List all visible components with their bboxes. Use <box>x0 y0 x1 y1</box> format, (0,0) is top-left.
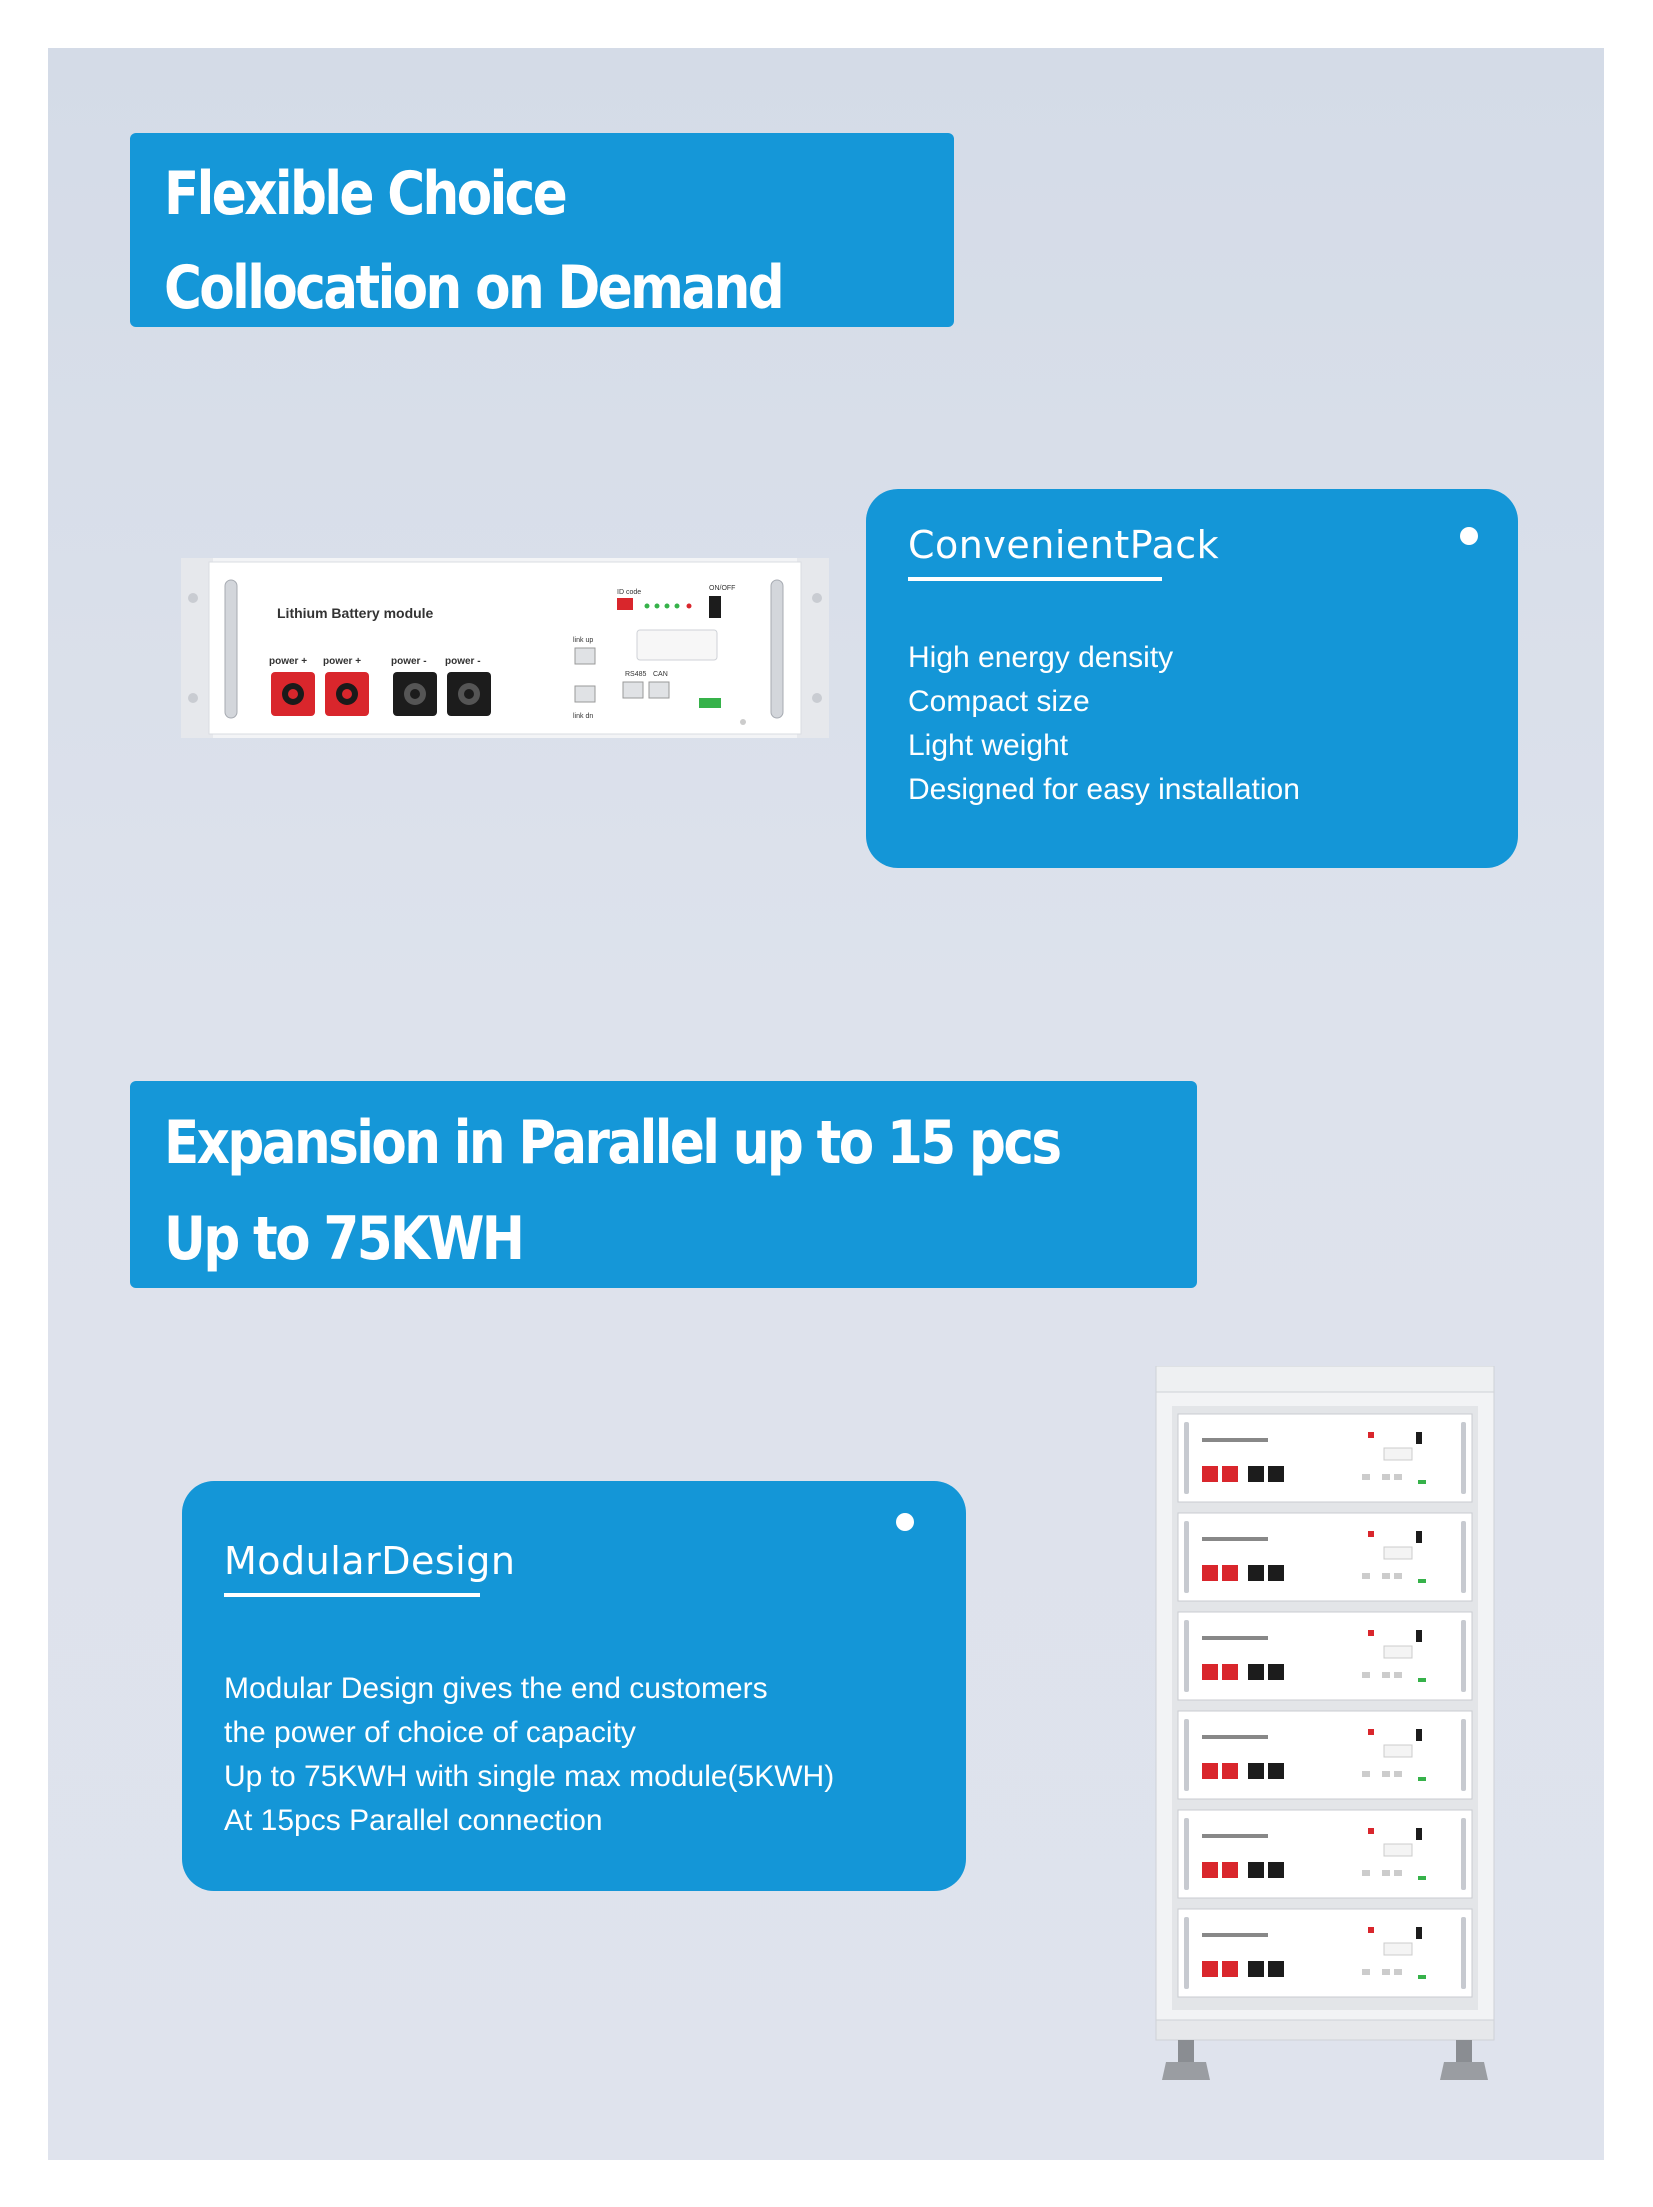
terminal-label: power + <box>269 656 308 667</box>
terminal-positive <box>271 672 315 716</box>
rack-module <box>1178 1414 1472 1502</box>
terminal-negative <box>393 672 437 716</box>
terminal-label: power + <box>323 656 362 667</box>
rack-foot <box>1162 2040 1210 2080</box>
link-dn-label: link dn <box>573 713 594 720</box>
dot-icon <box>1460 527 1478 545</box>
battery-rack-image <box>1098 1366 1496 2086</box>
list-item: Designed for easy installation <box>908 773 1300 806</box>
text-line: the power of choice of capacity <box>224 1716 636 1749</box>
heading-line: Flexible Choice <box>164 159 566 229</box>
dot-icon <box>896 1513 914 1531</box>
rack-module <box>1178 1909 1472 1997</box>
terminal-positive <box>325 672 369 716</box>
text-line: At 15pcs Parallel connection <box>224 1804 603 1837</box>
title-underline <box>908 577 1162 581</box>
card-title: ModularDesign <box>224 1539 516 1583</box>
can-label: CAN <box>653 671 668 678</box>
page-background <box>48 48 1604 2160</box>
id-code-label: ID code <box>617 589 642 596</box>
terminal-label: power - <box>391 656 427 667</box>
terminal-negative <box>447 672 491 716</box>
rack-foot <box>1440 2040 1488 2080</box>
list-item: Compact size <box>908 685 1090 718</box>
list-item: Light weight <box>908 729 1069 762</box>
card-convenient-pack <box>866 489 1518 868</box>
heading-expansion <box>130 1081 1197 1288</box>
title-underline <box>224 1593 480 1597</box>
card-modular-design <box>182 1481 966 1891</box>
link-up-label: link up <box>573 637 594 644</box>
rack-module <box>1178 1810 1472 1898</box>
heading-line: Up to 75KWH <box>164 1204 523 1274</box>
rack-module <box>1178 1513 1472 1601</box>
battery-module-image <box>181 558 829 738</box>
on-off-label: ON/OFF <box>709 585 736 592</box>
rs485-label: RS485 <box>625 671 647 678</box>
list-item: High energy density <box>908 641 1174 674</box>
description <box>224 1667 924 1843</box>
text-line: Up to 75KWH with single max module(5KWH) <box>224 1760 835 1793</box>
feature-list <box>908 636 1476 812</box>
text-line: Modular Design gives the end customers <box>224 1672 768 1705</box>
heading-line: Expansion in Parallel up to 15 pcs <box>164 1108 1060 1178</box>
rack-module <box>1178 1711 1472 1799</box>
terminal-label: power - <box>445 656 481 667</box>
module-label: Lithium Battery module <box>277 605 434 621</box>
card-title: ConvenientPack <box>908 523 1220 567</box>
rack-module <box>1178 1612 1472 1700</box>
heading-line: Collocation on Demand <box>164 253 783 323</box>
heading-flexible-choice <box>130 133 954 327</box>
